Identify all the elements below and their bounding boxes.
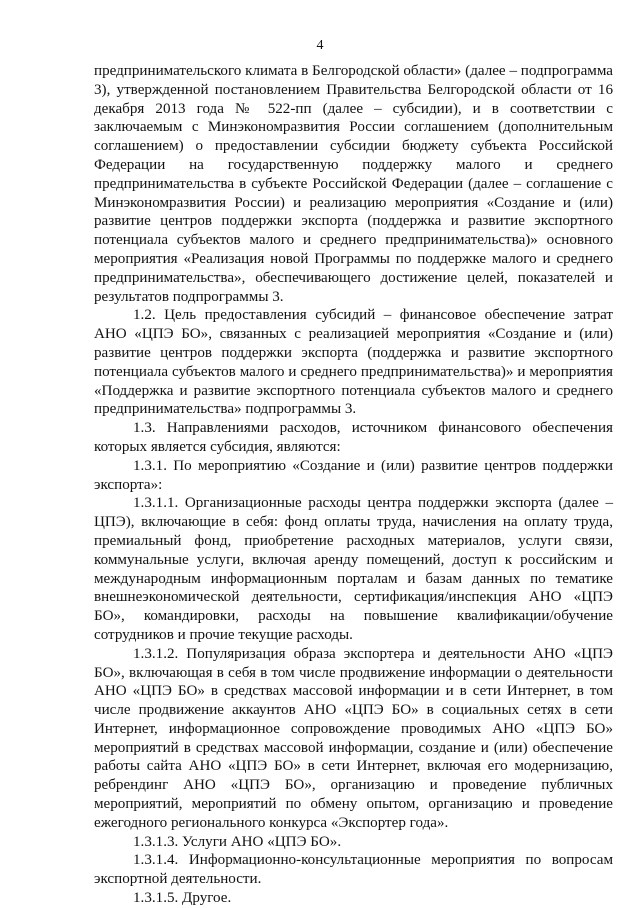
document-body: [94, 62, 613, 908]
paragraph-1-3-1: 1.3.1. По мероприятию «Создание и (или) развитие центров поддержки экспорта»:: [94, 457, 613, 493]
page-number: 4: [316, 38, 324, 53]
paragraph-subsidy-basis: предпринимательского климата в Белгородской области» (далее – подпрограмма 3), утвержденной постановлением Правительства Белгородской области от 16 декабря 2013 года № 522-пп (далее – субсидии), и в соответствии с заключаемым с Минэкономразвития России соглашением (дополнительным соглашением) о предоставлении субсидии бюджету субъекта Российской Федерации на государственную поддержку малого и среднего предпринимательства в субъекте Российской Федерации (далее – соглашение с Минэкономразвития России) и реализацию мероприятия «Создание и (или) развитие центров поддержки экспорта (поддержка и развитие экспортного потенциала субъектов малого и среднего предпринимательства)» основного мероприятия «Реализация новой Программы по поддержке малого и среднего предпринимательства», обеспечивающего достижение целей, показателей и результатов подпрограммы 3.: [94, 63, 613, 305]
paragraph-1-2-purpose: 1.2. Цель предоставления субсидий – финансовое обеспечение затрат АНО «ЦПЭ БО», связанных с реализацией мероприятия «Создание и (или) развитие центров поддержки экспорта (поддержка и развитие экспортного потенциала субъектов малого и среднего предпринимательства)» и мероприятия «Поддержка и развитие экспортного потенциала субъектов малого и среднего предпринимательства» подпрограммы 3.: [94, 307, 613, 418]
paragraph-1-3-1-3: 1.3.1.3. Услуги АНО «ЦПЭ БО».: [133, 833, 342, 850]
paragraph-1-3-1-5: 1.3.1.5. Другое.: [133, 890, 232, 907]
paragraph-1-3-directions: 1.3. Направлениями расходов, источником финансового обеспечения которых является субсидия, являются:: [94, 420, 613, 455]
paragraph-1-3-1-2: 1.3.1.2. Популяризация образа экспортера и деятельности АНО «ЦПЭ БО», включающая в себя в том числе продвижение информации о деятельности АНО «ЦПЭ БО» в средствах массовой информации и в сети Интернет, в том числе продвижение аккаунтов АНО «ЦПЭ БО» в социальных сетях в сети Интернет, информационное сопровождение проводимых АНО «ЦПЭ БО» мероприятий в средствах массовой информации, создание и (или) обеспечение работы сайта АНО «ЦПЭ БО» в сети Интернет, включая его модернизацию, ребрендинг АНО «ЦПЭ БО», организацию и проведение публичных мероприятий, мероприятий по обмену опытом, организацию и проведение ежегодного регионального конкурса «Экспортер года».: [94, 645, 613, 831]
paragraph-1-3-1-4: 1.3.1.4. Информационно-консультационные мероприятия по вопросам экспортной деятельности.: [94, 852, 613, 888]
paragraph-1-3-1-1: 1.3.1.1. Организационные расходы центра поддержки экспорта (далее – ЦПЭ), включающие в себя: фонд оплаты труда, начисления на оплату труда, премиальный фонд, приобретение расходных материалов, услуги связи, коммунальные услуги, включая аренду помещений, доступ к российским и международным информационным порталам и базам данных по тематике внешнеэкономической деятельности, сертификация/инспекция АНО «ЦПЭ БО», командировки, расходы на повышение квалификации/обучение сотрудников и прочие текущие расходы.: [94, 495, 613, 643]
